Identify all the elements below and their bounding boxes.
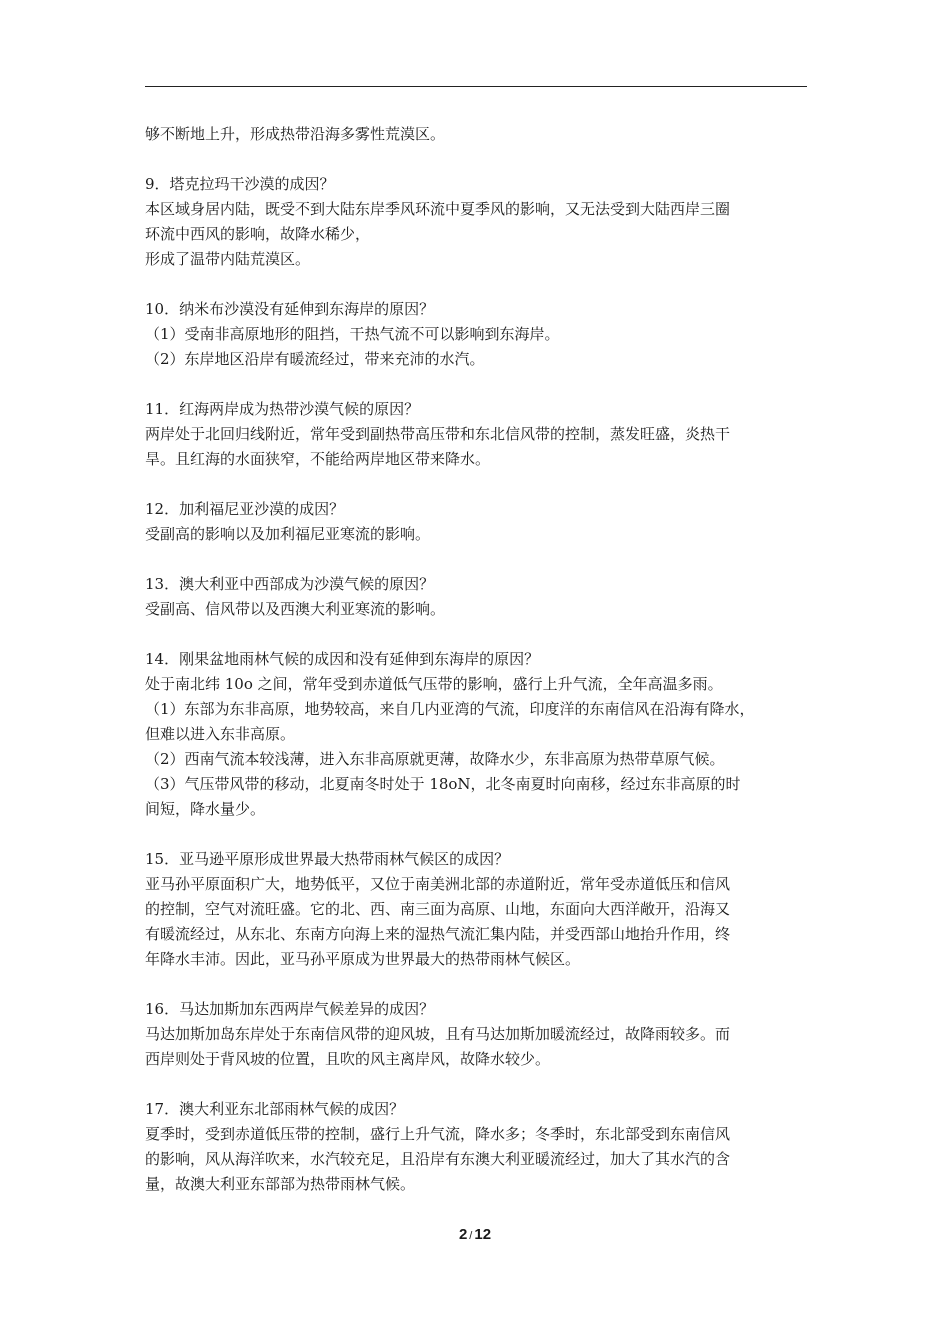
current-page-number: 2 xyxy=(458,1226,468,1243)
text-line: 14．刚果盆地雨林气候的成因和没有延伸到东海岸的原因？ xyxy=(145,650,540,668)
blank-line xyxy=(145,372,815,397)
blank-line xyxy=(145,622,815,647)
text-line: 亚马孙平原面积广大，地势低平，又位于南美洲北部的赤道附近，常年受赤道低压和信风 xyxy=(145,875,731,893)
text-line: 形成了温带内陆荒漠区。 xyxy=(145,250,311,268)
text-line: 环流中西风的影响，故降水稀少， xyxy=(145,225,371,243)
blank-line xyxy=(145,972,815,997)
blank-line xyxy=(145,272,815,297)
text-line: 13．澳大利亚中西部成为沙漠气候的原因？ xyxy=(145,575,435,593)
text-line: 16．马达加斯加东西两岸气候差异的成因？ xyxy=(145,1000,435,1018)
text-line: 17．澳大利亚东北部雨林气候的成因？ xyxy=(145,1100,405,1118)
text-line: 西岸则处于背风坡的位置，且吹的风主离岸风，故降水较少。 xyxy=(145,1050,551,1068)
blank-line xyxy=(145,472,815,497)
text-line: 但难以进入东非高原。 xyxy=(145,725,296,743)
text-line: 12．加利福尼亚沙漠的成因？ xyxy=(145,500,345,518)
text-line: （1）东部为东非高原，地势较高，来自几内亚湾的气流，印度洋的东南信风在沿海有降水， xyxy=(145,700,755,718)
text-line: （2）西南气流本较浅薄，进入东非高原就更薄，故降水少，东非高原为热带草原气候。 xyxy=(145,750,725,768)
page-number xyxy=(0,1226,950,1243)
text-line: （3）气压带风带的移动，北夏南冬时处于 18oN，北冬南夏时向南移，经过东非高原的时 xyxy=(145,775,741,793)
blank-line xyxy=(145,1072,815,1097)
text-line: （1）受南非高原地形的阻挡，干热气流不可以影响到东海岸。 xyxy=(145,325,560,343)
text-line: （2）东岸地区沿岸有暖流经过，带来充沛的水汽。 xyxy=(145,350,485,368)
text-line: 10．纳米布沙漠没有延伸到东海岸的原因？ xyxy=(145,300,435,318)
text-line: 两岸处于北回归线附近，常年受到副热带高压带和东北信风带的控制，蒸发旺盛，炎热干 xyxy=(145,425,731,443)
blank-line xyxy=(145,147,815,172)
text-line: 够不断地上升，形成热带沿海多雾性荒漠区。 xyxy=(145,125,446,143)
text-line: 本区域身居内陆，既受不到大陆东岸季风环流中夏季风的影响，又无法受到大陆西岸三圈 xyxy=(145,200,731,218)
text-line: 受副高的影响以及加利福尼亚寒流的影响。 xyxy=(145,525,431,543)
text-line: 的影响，风从海洋吹来，水汽较充足，且沿岸有东澳大利亚暖流经过，加大了其水汽的含 xyxy=(145,1150,731,1168)
header-rule xyxy=(145,86,807,87)
blank-line xyxy=(145,822,815,847)
text-line: 间短，降水量少。 xyxy=(145,800,266,818)
text-line: 的控制，空气对流旺盛。它的北、西、南三面为高原、山地，东面向大西洋敞开，沿海又 xyxy=(145,900,731,918)
text-line: 15．亚马逊平原形成世界最大热带雨林气候区的成因？ xyxy=(145,850,510,868)
blank-line xyxy=(145,547,815,572)
page-content xyxy=(145,122,815,1197)
page-separator: / xyxy=(469,1230,473,1242)
text-line: 旱。且红海的水面狭窄，不能给两岸地区带来降水。 xyxy=(145,450,491,468)
total-page-count: 12 xyxy=(474,1226,492,1243)
text-line: 年降水丰沛。因此，亚马孙平原成为世界最大的热带雨林气候区。 xyxy=(145,950,581,968)
text-line: 9．塔克拉玛干沙漠的成因？ xyxy=(145,175,335,193)
text-line: 处于南北纬 10o 之间，常年受到赤道低气压带的影响，盛行上升气流，全年高温多雨。 xyxy=(145,675,723,693)
text-line: 马达加斯加岛东岸处于东南信风带的迎风坡，且有马达加斯加暖流经过，故降雨较多。而 xyxy=(145,1025,731,1043)
text-line: 11．红海两岸成为热带沙漠气候的原因？ xyxy=(145,400,420,418)
text-line: 有暖流经过，从东北、东南方向海上来的湿热气流汇集内陆，并受西部山地抬升作用，终 xyxy=(145,925,731,943)
text-line: 受副高、信风带以及西澳大利亚寒流的影响。 xyxy=(145,600,446,618)
text-line: 夏季时，受到赤道低压带的控制，盛行上升气流，降水多；冬季时，东北部受到东南信风 xyxy=(145,1125,731,1143)
text-line: 量，故澳大利亚东部部为热带雨林气候。 xyxy=(145,1175,416,1193)
